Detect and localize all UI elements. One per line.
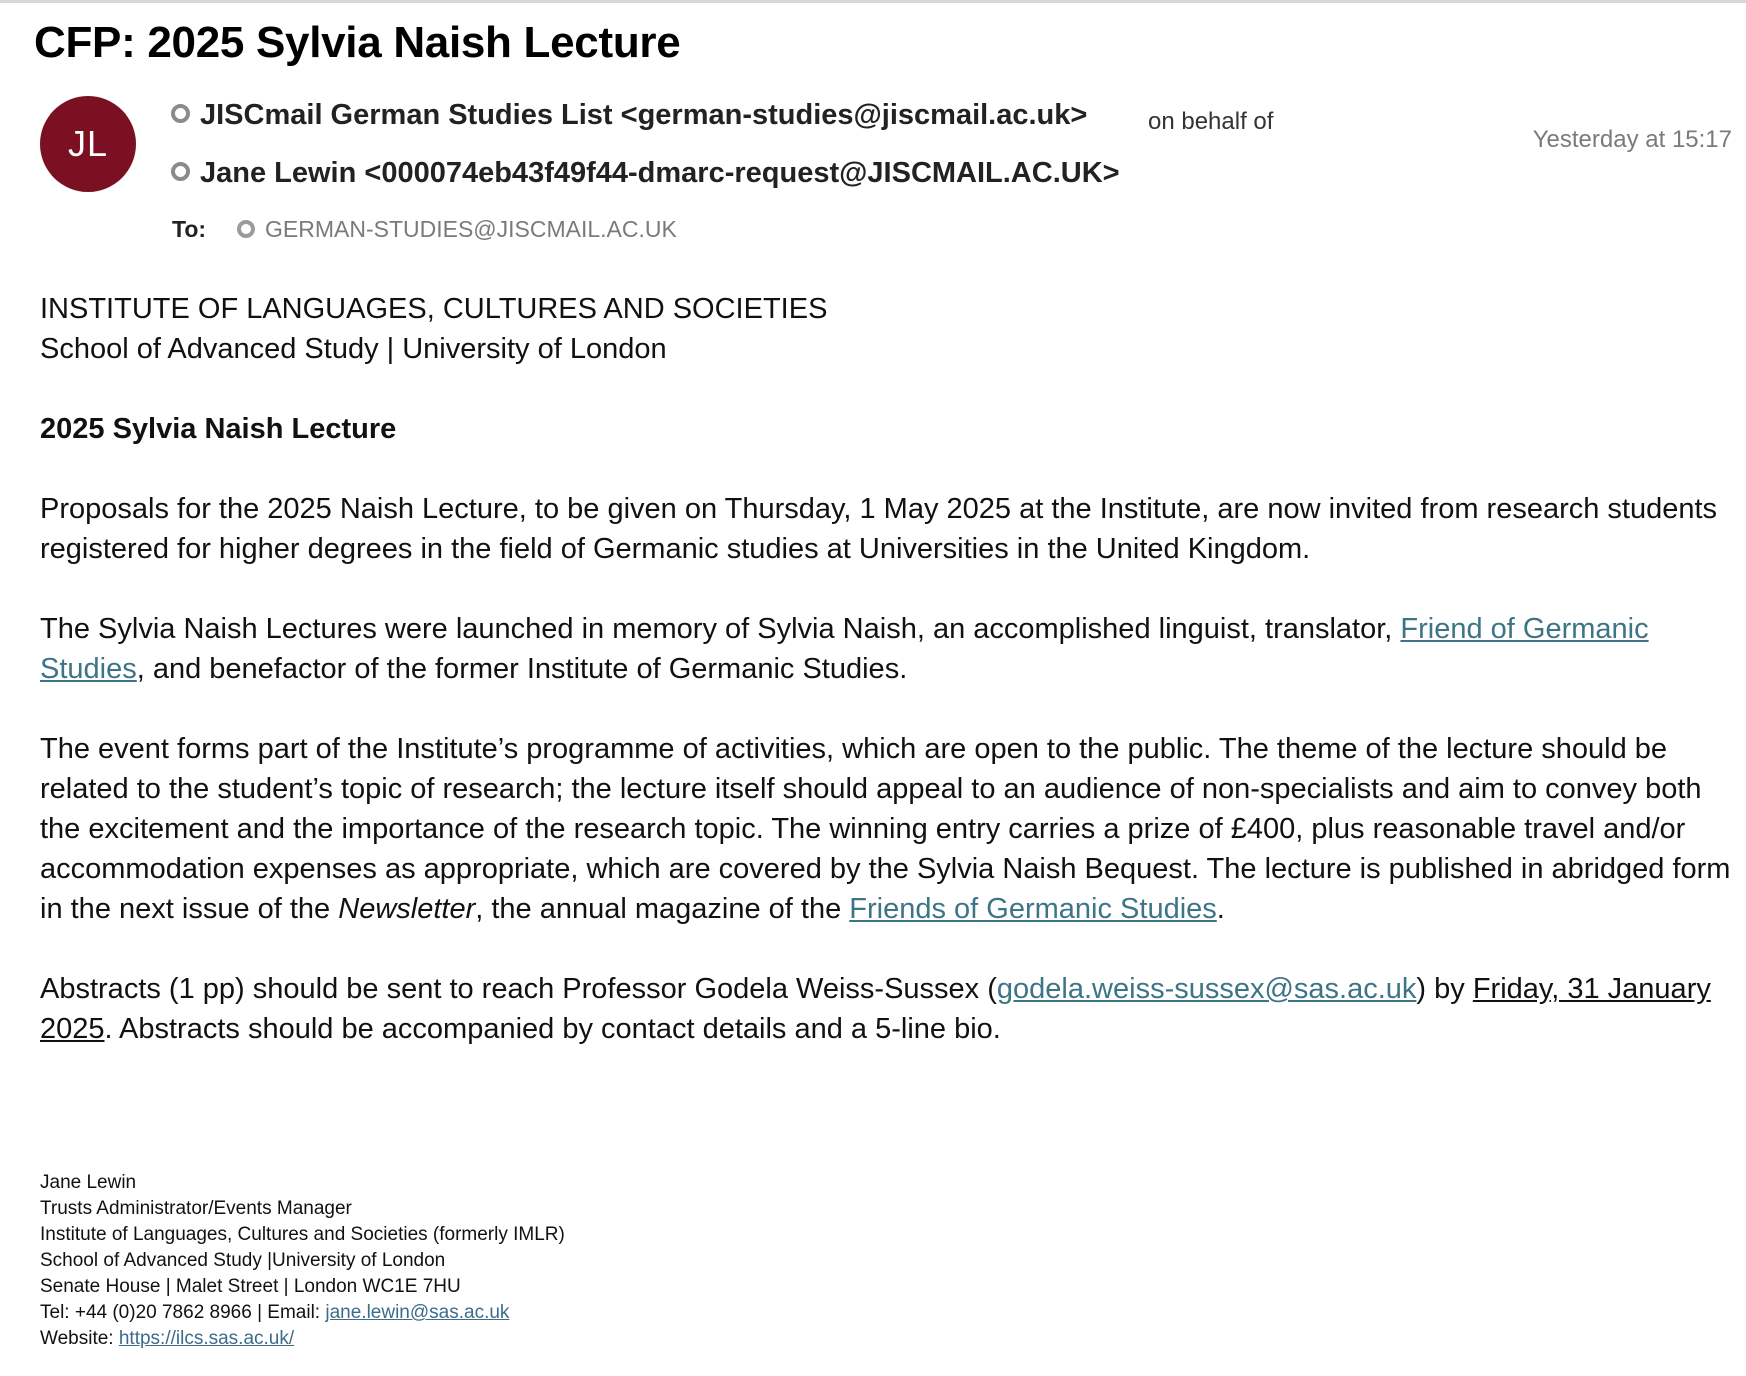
school-name: School of Advanced Study | University of London [40,333,667,365]
signature-email-link[interactable]: jane.lewin@sas.ac.uk [325,1302,510,1323]
paragraph-event: The event forms part of the Institute’s programme of activities, which are open to the public. The theme of the lecture should be related to the student’s topic of research; the lecture itself should appeal to an audience of non-specialists and aim to convey both the excitement and the importance of the research topic. The winning entry carries a prize of £400, plus reasonable travel and/or accommodation expenses as appropriate, which are covered by the Sylvia Naish Bequest. The lecture is published in abridged form in the next issue of the Newsletter, the annual magazine of the Friends of Germanic Studies. [40,733,1731,925]
to-label: To: [172,216,207,242]
signature-address: Senate House | Malet Street | London WC1E 7HU [40,1276,461,1297]
friend-of-germanic-studies-link[interactable]: Friend of Germanic Studies [40,613,1649,685]
status-ring-icon [171,104,190,123]
friends-of-germanic-studies-link[interactable]: Friends of Germanic Studies [849,893,1217,925]
signature-institute: Institute of Languages, Cultures and Societies (formerly IMLR) [40,1224,565,1245]
signature-name: Jane Lewin [40,1172,137,1193]
from-list-address[interactable] [171,99,1087,132]
paragraph-background: The Sylvia Naish Lectures were launched in memory of Sylvia Naish, an accomplished linguist, translator, Friend of Germanic Studies, and benefactor of the former Institute of Germanic Studies. [40,613,1649,685]
status-ring-icon [171,162,190,181]
lecture-heading: 2025 Sylvia Naish Lecture [40,413,397,445]
to-recipient[interactable] [237,216,677,243]
status-ring-icon [237,220,255,238]
avatar-initials: JL [67,123,109,164]
window-top-border [0,0,1746,3]
on-behalf-label: on behalf of [1148,108,1274,135]
paragraph-proposals: Proposals for the 2025 Naish Lecture, to be given on Thursday, 1 May 2025 at the Institute, are now invited from research students registered for higher degrees in the field of Germanic studies at Universities in the United Kingdom. [40,493,1718,565]
from-sender-text: Jane Lewin <000074eb43f49f44-dmarc-request@JISCMAIL.AC.UK> [200,157,1120,189]
signature-school: School of Advanced Study |University of London [40,1250,446,1271]
newsletter-title: Newsletter [338,893,476,925]
signature-title: Trusts Administrator/Events Manager [40,1198,352,1219]
website-link[interactable]: https://ilcs.sas.ac.uk/ [118,1328,295,1349]
sender-avatar[interactable] [40,96,136,192]
signature-website: Website: https://ilcs.sas.ac.uk/ [40,1328,295,1349]
deadline-date: Friday, 31 January 2025 [40,973,1711,1045]
signature-contact: Tel: +44 (0)20 7862 8966 | Email: jane.lewin@sas.ac.uk [40,1302,510,1323]
email-body [40,289,1740,1089]
email-subject: CFP: 2025 Sylvia Naish Lecture [34,18,681,67]
institute-name: INSTITUTE OF LANGUAGES, CULTURES AND SOCIETIES [40,293,828,325]
paragraph-abstracts: Abstracts (1 pp) should be sent to reach Professor Godela Weiss-Sussex (godela.weiss-sussex@sas.ac.uk) by Friday, 31 January 2025. Abstracts should be accompanied by contact details and a 5-line bio. [40,973,1711,1045]
from-sender-address[interactable] [171,157,1120,190]
to-recipient-text: GERMAN-STUDIES@JISCMAIL.AC.UK [265,216,677,242]
contact-email-link[interactable]: godela.weiss-sussex@sas.ac.uk [996,973,1417,1005]
email-signature [40,1170,565,1352]
email-timestamp: Yesterday at 15:17 [1532,126,1732,153]
from-list-text: JISCmail German Studies List <german-studies@jiscmail.ac.uk> [200,99,1088,131]
